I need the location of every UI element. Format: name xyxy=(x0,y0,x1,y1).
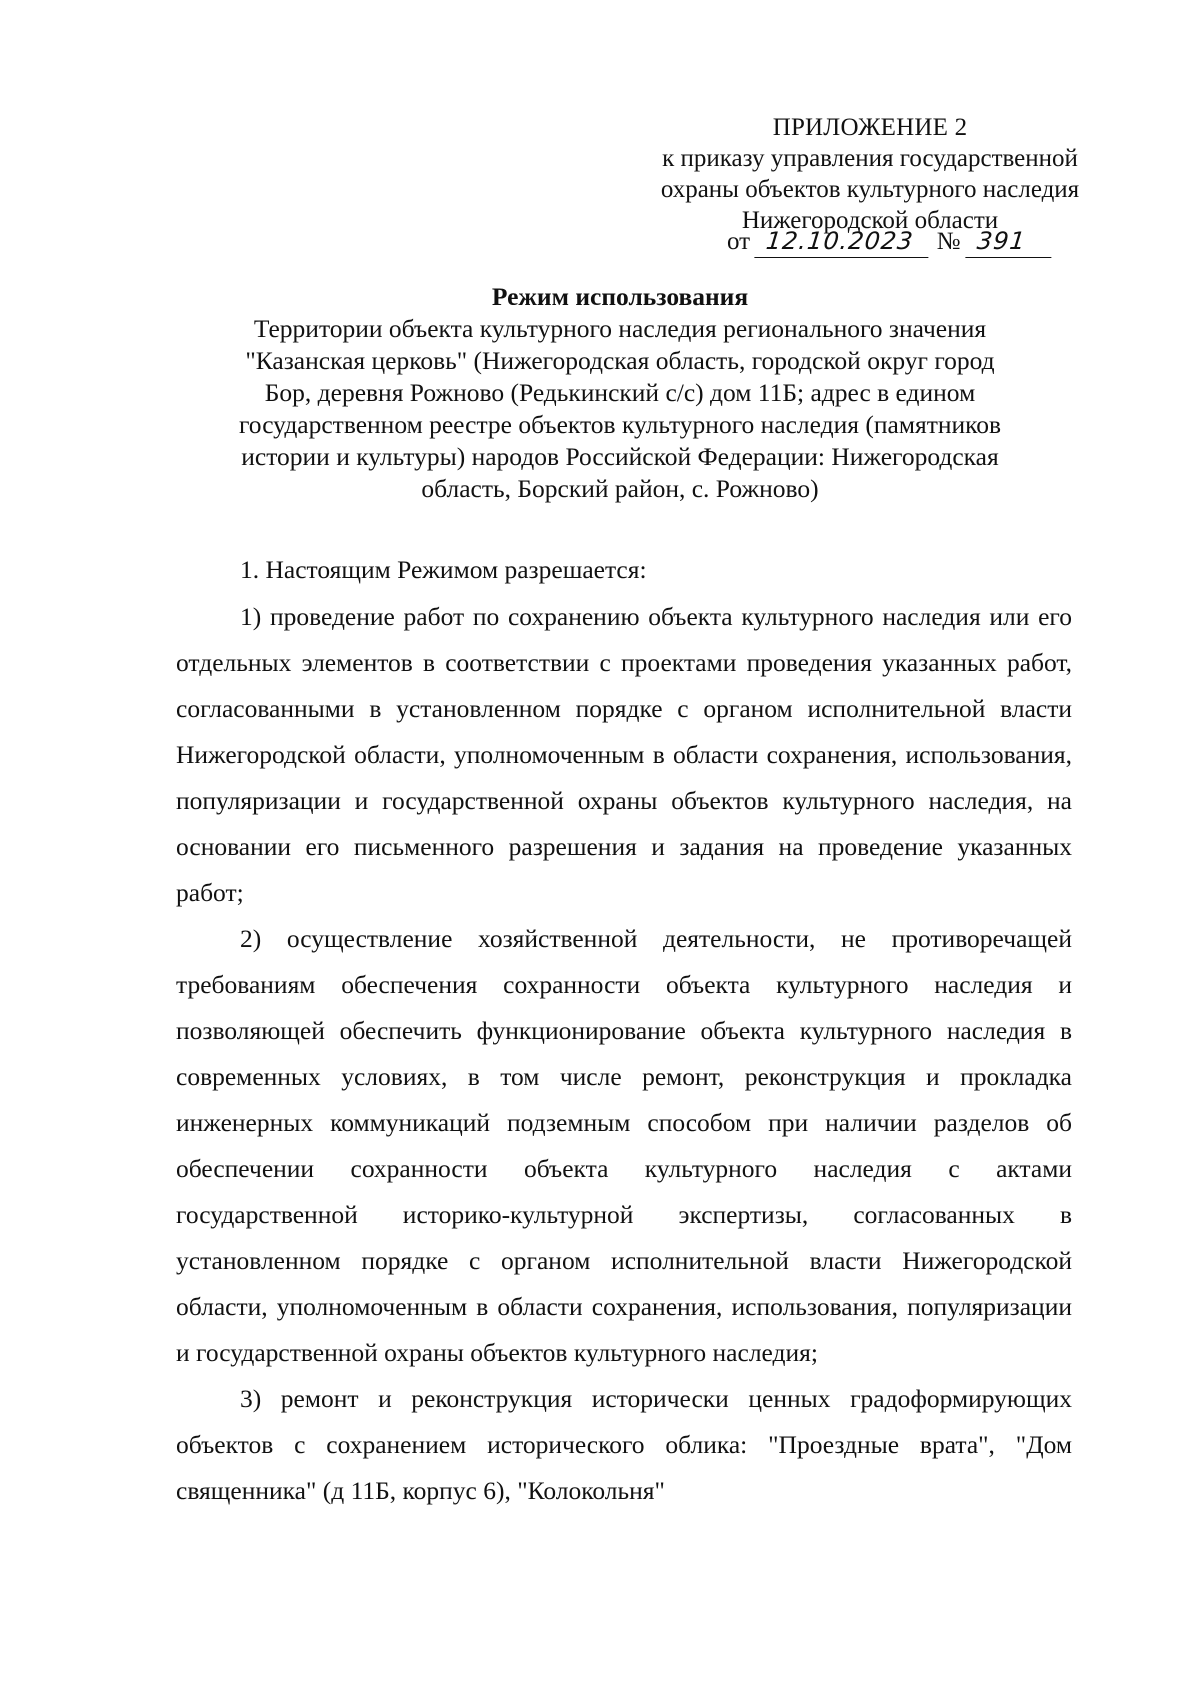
date-prefix: от xyxy=(727,228,751,255)
paragraph-item-1: 1) проведение работ по сохранению объекта культурного наследия или его отдельных элементов в соответствии с проектами проведения указанных работ, согласованными в установленном порядке с органом исполнительной власти Нижегородской области, уполномоченным в области сохранения, использования, популяризации и государственной охраны объектов культурного наследия, на основании его письменного разрешения и задания на проведение указанных работ; xyxy=(176,602,1072,907)
appendix-line-1: к приказу управления государственной xyxy=(662,145,1078,172)
document-heading xyxy=(120,281,1120,505)
appendix-title: ПРИЛОЖЕНИЕ 2 xyxy=(772,114,968,141)
document-title: Режим использования xyxy=(491,282,749,311)
order-date-number xyxy=(727,226,1053,258)
heading-line-1: Территории объекта культурного наследия регионального значения xyxy=(253,314,987,343)
appendix-line-3: Нижегородской области xyxy=(741,207,999,234)
document-body xyxy=(176,547,1072,1514)
heading-line-3: Бор, деревня Рожново (Редькинский с/с) дом 11Б; адрес в едином xyxy=(264,378,976,407)
number-prefix: № xyxy=(936,228,961,255)
paragraph-item-3: 3) ремонт и реконструкция исторически ценных градоформирующих объектов с сохранением исторического облика: "Проездные врата", "Дом священника" (д 11Б, корпус 6), "Колокольня" xyxy=(176,1384,1072,1505)
section-1-heading: 1. Настоящим Режимом разрешается: xyxy=(240,555,647,584)
appendix-line-2: охраны объектов культурного наследия xyxy=(660,176,1080,203)
heading-line-2: "Казанская церковь" (Нижегородская область, городской округ город xyxy=(245,346,995,375)
heading-line-5: истории и культуры) народов Российской Федерации: Нижегородская xyxy=(241,442,999,471)
handwritten-date: 12.10.2023 xyxy=(755,226,932,258)
heading-line-4: государственном реестре объектов культурного наследия (памятников xyxy=(238,410,1002,439)
handwritten-number: 391 xyxy=(965,226,1054,258)
paragraph-item-2: 2) осуществление хозяйственной деятельности, не противоречащей требованиям обеспечения сохранности объекта культурного наследия и позволяющей обеспечить функционирование объекта культурного наследия в современных условиях, в том числе ремонт, реконструкция и прокладка инженерных коммуникаций подземным способом при наличии разделов об обеспечении сохранности объекта культурного наследия с актами государственной историко-культурной экспертизы, согласованных в установленном порядке с органом исполнительной власти Нижегородской области, уполномоченным в области сохранения, использования, популяризации и государственной охраны объектов культурного наследия; xyxy=(176,924,1072,1367)
heading-line-6: область, Борский район, с. Рожново) xyxy=(421,474,819,503)
appendix-caption xyxy=(660,112,1080,236)
